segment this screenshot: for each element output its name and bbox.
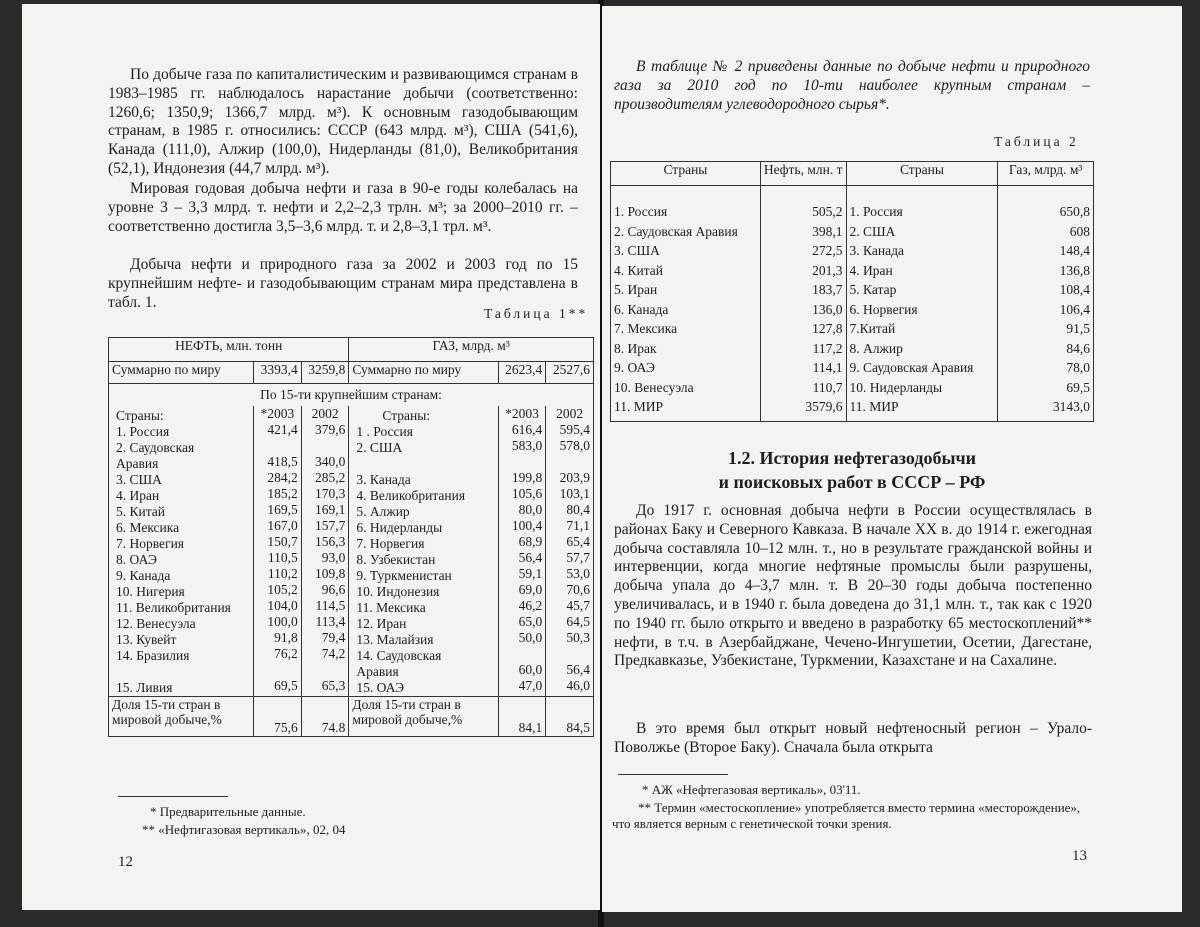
right-footnote-rule [618, 774, 728, 775]
world-oil-label: Суммарно по миру [109, 362, 254, 384]
oil-country-row: 14. Бразилия [116, 647, 190, 663]
t2-gas-country-row: 1. Россия [849, 204, 903, 219]
gas-2003-value: 69,0 [518, 581, 543, 597]
gas-2003-value: 50,0 [518, 629, 543, 645]
gas-2003-value: 56,4 [518, 549, 543, 565]
share-oil-2003: 75,6 [254, 696, 302, 736]
t2-header-countries-oil: Страны [611, 162, 761, 186]
oil-2002-value: 157,7 [315, 517, 346, 533]
oil-2003-value: 185,2 [267, 485, 298, 501]
gas-2003-value: 616,4 [511, 421, 543, 437]
share-gas-2002: 84,5 [546, 696, 594, 736]
oil-2002-value: 379,6 [315, 421, 346, 437]
left-page-number: 12 [118, 854, 133, 870]
oil-2003-value: 100,0 [267, 613, 298, 629]
oil-2002-cell [301, 406, 349, 697]
gas-country-row: 10. Индонезия [356, 583, 440, 599]
gas-2003-value [502, 454, 543, 470]
t2-gas-value: 106,4 [1059, 301, 1090, 317]
oil-country-row: 15. Ливия [116, 679, 173, 695]
gas-country-row: 11. Мексика [356, 599, 426, 615]
gas-2002-value: 50,3 [566, 629, 590, 645]
right-page [602, 6, 1182, 912]
gas-2002-value: 53,0 [566, 565, 590, 581]
oil-2003-value [257, 438, 298, 454]
oil-2002-value [305, 662, 346, 678]
gas-2002-value: 80,4 [566, 501, 590, 517]
gas-2003-value: 80,0 [518, 501, 543, 517]
oil-2002-values [305, 422, 346, 694]
gas-country-row: 2. США [356, 439, 403, 455]
t2-oil-value: 114,1 [812, 360, 843, 375]
oil-2003-value: 105,2 [267, 581, 298, 597]
gas-country-row: 5. Алжир [356, 503, 410, 519]
t2-oil-countries-list [614, 202, 757, 417]
t2-gas-country-row: 9. Саудовская Аравия [849, 360, 974, 375]
gas-2003-value: 59,1 [518, 565, 543, 581]
t2-gas-values-list [1001, 202, 1090, 417]
oil-countries-cell [109, 406, 254, 697]
oil-country-row: 3. США [116, 471, 162, 487]
t2-oil-country-row: 9. ОАЭ [614, 360, 655, 375]
t2-gas-countries-list [850, 202, 995, 417]
oil-country-row [116, 664, 250, 680]
left-paragraph-2: Мировая годовая добыча нефти и газа в 90-е годы колебалась на уровне 3 – 3,3 млрд. т. нефти и 2,2–2,3 трлн. м³; за 2000–2010 гг. – соответственно достигла 3,5–3,6 млрд. т. и 2,8–3,1 трл. м³. [108, 180, 578, 235]
t2-header-countries-gas: Страны [846, 162, 998, 186]
left-footnote-rule [118, 796, 228, 797]
gas-2002-value: 65,4 [566, 533, 590, 549]
oil-country-row: 6. Мексика [116, 519, 180, 535]
gas-2002-value: 57,7 [566, 549, 590, 565]
oil-countries-list [112, 424, 250, 696]
oil-2002-value: 93,0 [321, 549, 346, 565]
oil-country-row: 10. Нигерия [116, 583, 185, 599]
t2-gas-value: 608 [1069, 223, 1090, 239]
oil-2002-value: 109,8 [315, 565, 346, 581]
gas-2003-value: 100,4 [511, 517, 543, 533]
gas-2003-cell [498, 406, 546, 697]
t2-oil-country-row: 11. МИР [614, 399, 664, 414]
oil-country-row: Аравия [116, 455, 159, 471]
t2-gas-value: 136,8 [1059, 262, 1090, 278]
right-intro: В таблице № 2 приведены данные по добыче нефти и природного газа за 2010 год по 10-ти наиболее крупным странам – производителям углеводородного сырья*. [614, 58, 1090, 113]
t2-gas-country-row: 7.Китай [849, 321, 896, 336]
oil-2002-value: 113,4 [315, 613, 346, 629]
right-page-number: 13 [1072, 848, 1087, 864]
gas-2003-value: 199,8 [511, 469, 543, 485]
oil-2002-value: 65,3 [321, 677, 346, 693]
gas-2002-value: 45,7 [566, 597, 590, 613]
gas-2003-values [502, 422, 543, 694]
t2-oil-value: 110,7 [812, 379, 843, 395]
t2-oil-country-row: 1. Россия [614, 204, 668, 219]
oil-country-row: 11. Великобритания [116, 599, 231, 615]
gas-year-2003: *2003 [505, 405, 539, 421]
gas-2002-value: 203,9 [559, 469, 590, 485]
gas-country-row: 7. Норвегия [356, 535, 425, 551]
gas-country-row [356, 456, 494, 472]
oil-2002-value: 169,1 [315, 501, 346, 517]
t2-header-oil: Нефть, млн. т [760, 162, 846, 186]
share-oil-label: Доля 15-ти стран в мировой добыче,% [109, 696, 254, 736]
right-footnote-1: * АЖ «Нефтегазовая вертикаль», 03'11. [642, 782, 861, 797]
oil-country-row: 5. Китай [116, 503, 166, 519]
section-title [642, 446, 1062, 494]
gas-countries-cell [349, 406, 498, 697]
gas-2003-value [502, 646, 543, 662]
oil-2003-value: 69,5 [274, 677, 298, 693]
t2-oil-country-row: 4. Китай [614, 262, 664, 278]
gas-2002-value [549, 646, 590, 662]
t2-gas-country-row: 6. Норвегия [849, 301, 918, 317]
oil-2003-value: 169,5 [267, 501, 298, 517]
gas-2002-value: 64,5 [566, 613, 590, 629]
left-paragraph-1: По добыче газа по капиталистическим и развивающимся странам в 1983–1985 гг. наблюдалось нарастание добычи (соответственно: 1260,6; 1350,9; 1366,7 млрд. м³). К основным газодобывающим странам, в 1985 г. относились: СССР (643 млрд. м³), США (541,6), Канада (111,0), Алжир (100,0), Нидерланды (81,0), Великобритания (52,1), Индонезия (44,7 млрд. м³). [108, 66, 578, 177]
t2-gas-values-cell [998, 186, 1094, 422]
t2-gas-country-row: 3. Канада [849, 243, 904, 258]
oil-year-2002: 2002 [311, 405, 339, 421]
gas-year-2002: 2002 [556, 405, 584, 421]
oil-2002-value: 340,0 [315, 453, 346, 469]
t2-oil-country-row: 3. США [614, 243, 660, 258]
t2-gas-country-row: 10. Нидерланды [849, 379, 943, 395]
table-2-caption: Таблица 2 [994, 134, 1079, 149]
t2-oil-value: 3579,6 [805, 399, 843, 414]
t2-gas-value: 650,8 [1059, 204, 1090, 219]
t2-gas-country-row: 8. Алжир [849, 340, 903, 356]
t2-gas-value: 78,0 [1066, 360, 1090, 375]
gas-2003-value: 583,0 [511, 437, 543, 453]
section-title-line-1: 1.2. История нефтегазодобычи [727, 448, 977, 468]
oil-2002-value: 79,4 [321, 629, 346, 645]
right-paragraph-1: До 1917 г. основная добыча нефти в России осуществлялась в районах Баку и Северного Кавказа. В начале XX в. до 1914 г. ежегодная добыча составляла 10–12 млн. т., но в результате гражданской войны и интервенции, когда многие нефтяные промыслы были разрушены, добыча упала до 4–3,7 млн. т. В 20–30 годы добыча постепенно увеличивалась, и в 1940 г. была доведена до 31,1 млн. т., так как с 1920 по 1940 гг. было открыто и введено в разработку 65 местоскоплений** нефти, в т.ч. в Азербайджане, Чечено-Ингушетии, Осетии, Дагестане, Предкавказье, Узбекистане, Туркмении, Казахстане и на Сахалине. [614, 502, 1092, 670]
t2-oil-country-row: 5. Иран [614, 282, 658, 297]
left-paragraph-3: Добыча нефти и природного газа за 2002 и 2003 год по 15 крупнейшим нефте- и газодобывающим странам мира представлена в табл. 1. [108, 256, 578, 311]
oil-2003-value: 150,7 [267, 533, 298, 549]
gas-2002-values [549, 422, 590, 694]
t2-gas-country-row: 4. Иран [849, 262, 893, 278]
gas-2002-value: 46,0 [566, 677, 590, 693]
t2-oil-values-cell [760, 186, 846, 422]
t2-oil-value: 201,3 [812, 262, 843, 278]
oil-country-row: 8. ОАЭ [116, 551, 157, 567]
t2-gas-value: 69,5 [1066, 379, 1090, 395]
t2-gas-country-row: 11. МИР [849, 399, 899, 414]
gas-country-row: Аравия [356, 663, 399, 679]
oil-country-row: 13. Кувейт [116, 631, 177, 647]
world-oil-2003: 3393,4 [254, 362, 302, 384]
oil-country-row: 7. Норвегия [116, 535, 185, 551]
oil-2003-value: 167,0 [267, 517, 298, 533]
oil-2003-value: 91,8 [274, 629, 298, 645]
gas-2003-value: 46,2 [518, 597, 543, 613]
t2-oil-value: 272,5 [812, 243, 843, 258]
t2-oil-country-row: 8. Ирак [614, 340, 657, 356]
oil-country-row: 9. Канада [116, 567, 171, 583]
oil-2003-value: 421,4 [267, 421, 298, 437]
share-gas-2003: 84,1 [498, 696, 546, 736]
t2-gas-country-row: 5. Катар [849, 282, 897, 297]
gas-countries-label: Страны: [382, 407, 431, 423]
t2-oil-values-list [764, 202, 843, 417]
gas-2002-value [549, 454, 590, 470]
oil-country-row: 1. Россия [116, 423, 170, 439]
oil-2003-value: 104,0 [267, 597, 298, 613]
t2-oil-country-row: 2. Саудовская Аравия [614, 223, 738, 239]
t2-gas-value: 108,4 [1059, 282, 1090, 297]
oil-2002-value [305, 438, 346, 454]
t2-gas-value: 3143,0 [1052, 399, 1090, 414]
left-page [22, 4, 600, 910]
world-gas-2003: 2623,4 [498, 362, 546, 384]
gas-country-row: 15. ОАЭ [356, 679, 405, 695]
t2-gas-value: 84,6 [1066, 340, 1090, 356]
gas-country-row: 8. Узбекистан [356, 551, 436, 567]
oil-2002-value: 170,3 [315, 485, 346, 501]
oil-year-2003: *2003 [260, 405, 295, 421]
oil-country-row: 2. Саудовская [116, 439, 195, 455]
oil-2003-cell [254, 406, 302, 697]
oil-2003-value: 110,2 [267, 565, 298, 581]
left-footnote-2: ** «Нефтигазовая вертикаль», 02, 04 [142, 822, 346, 837]
gas-2003-value: 105,6 [511, 485, 543, 501]
gas-header: ГАЗ, млрд. м³ [349, 338, 594, 362]
t2-oil-value: 183,7 [812, 282, 843, 297]
gas-2002-value: 578,0 [559, 437, 590, 453]
table-2 [610, 161, 1094, 422]
oil-2002-value: 74,2 [321, 645, 346, 661]
t2-oil-countries-cell [611, 186, 761, 422]
oil-header: НЕФТЬ, млн. тонн [109, 338, 349, 362]
oil-2002-value: 114,5 [315, 597, 346, 613]
gas-2003-value: 47,0 [518, 677, 543, 693]
oil-2003-values [257, 422, 298, 694]
t2-oil-country-row: 7. Мексика [614, 321, 678, 336]
t2-oil-value: 505,2 [812, 204, 843, 219]
right-footnote-2: ** Термин «местоскопление» употребляется вместо термина «месторождение», что является верным с генетической точки зрения. [612, 800, 1081, 831]
t2-oil-country-row: 6. Канада [614, 301, 669, 317]
section-title-line-2: и поисковых работ в СССР – РФ [718, 472, 986, 492]
t2-oil-country-row: 10. Венесуэла [614, 379, 694, 395]
gas-country-row: 13. Малайзия [356, 631, 434, 647]
gas-2002-value: 56,4 [566, 661, 590, 677]
share-oil-2002: 74.8 [301, 696, 349, 736]
gas-country-row: 1 . Россия [356, 423, 413, 439]
oil-2003-value: 418,5 [267, 453, 298, 469]
t2-gas-value: 148,4 [1059, 243, 1090, 258]
table-1-subheader: По 15-ти крупнейшим странам: [109, 384, 594, 406]
t2-gas-value: 91,5 [1066, 321, 1090, 336]
t2-oil-value: 398,1 [812, 223, 843, 239]
gas-2002-value: 103,1 [559, 485, 590, 501]
t2-gas-country-row: 2. США [849, 223, 896, 239]
table-1 [108, 337, 594, 737]
gas-country-row: 6. Нидерланды [356, 519, 443, 535]
gas-country-row: 3. Канада [356, 471, 411, 487]
gas-country-row: 4. Великобритания [356, 487, 466, 503]
oil-2003-value [257, 662, 298, 678]
oil-2002-value: 96,6 [321, 581, 346, 597]
oil-countries-label: Страны: [116, 407, 164, 423]
left-footnote-1: * Предварительные данные. [150, 804, 306, 819]
t2-oil-value: 117,2 [812, 340, 843, 356]
gas-2002-cell [546, 406, 594, 697]
world-gas-2002: 2527,6 [546, 362, 594, 384]
world-oil-2002: 3259,8 [301, 362, 349, 384]
oil-2003-value: 76,2 [274, 645, 298, 661]
gas-2003-value: 68,9 [518, 533, 543, 549]
table-1-caption: Таблица 1** [484, 306, 589, 321]
oil-2003-value: 284,2 [267, 469, 298, 485]
oil-2002-value: 156,3 [315, 533, 346, 549]
gas-country-row: 9. Туркменистан [356, 567, 452, 583]
t2-gas-countries-cell [846, 186, 998, 422]
t2-oil-value: 127,8 [812, 321, 843, 336]
oil-2002-value: 285,2 [315, 469, 346, 485]
gas-country-row: 12. Иран [356, 615, 407, 631]
oil-country-row: 4. Иран [116, 487, 160, 503]
gas-country-row: 14. Саудовская [356, 647, 442, 663]
world-gas-label: Суммарно по миру [349, 362, 498, 384]
gas-2003-value: 60,0 [518, 661, 543, 677]
gas-2002-value: 595,4 [559, 421, 590, 437]
right-paragraph-2: В это время был открыт новый нефтеносный регион – Урало-Поволжье (Второе Баку). Сначала была открыта [614, 720, 1092, 756]
t2-header-gas: Газ, млрд. м³ [998, 162, 1094, 186]
gas-2002-value: 71,1 [566, 517, 590, 533]
oil-country-row: 12. Венесуэла [116, 615, 196, 631]
share-gas-label: Доля 15-ти стран в мировой добыче,% [349, 696, 498, 736]
gas-countries-list [352, 424, 494, 696]
oil-2003-value: 110,5 [267, 549, 298, 565]
gas-2002-value: 70,6 [566, 581, 590, 597]
t2-oil-value: 136,0 [812, 301, 843, 317]
gas-2003-value: 65,0 [518, 613, 543, 629]
